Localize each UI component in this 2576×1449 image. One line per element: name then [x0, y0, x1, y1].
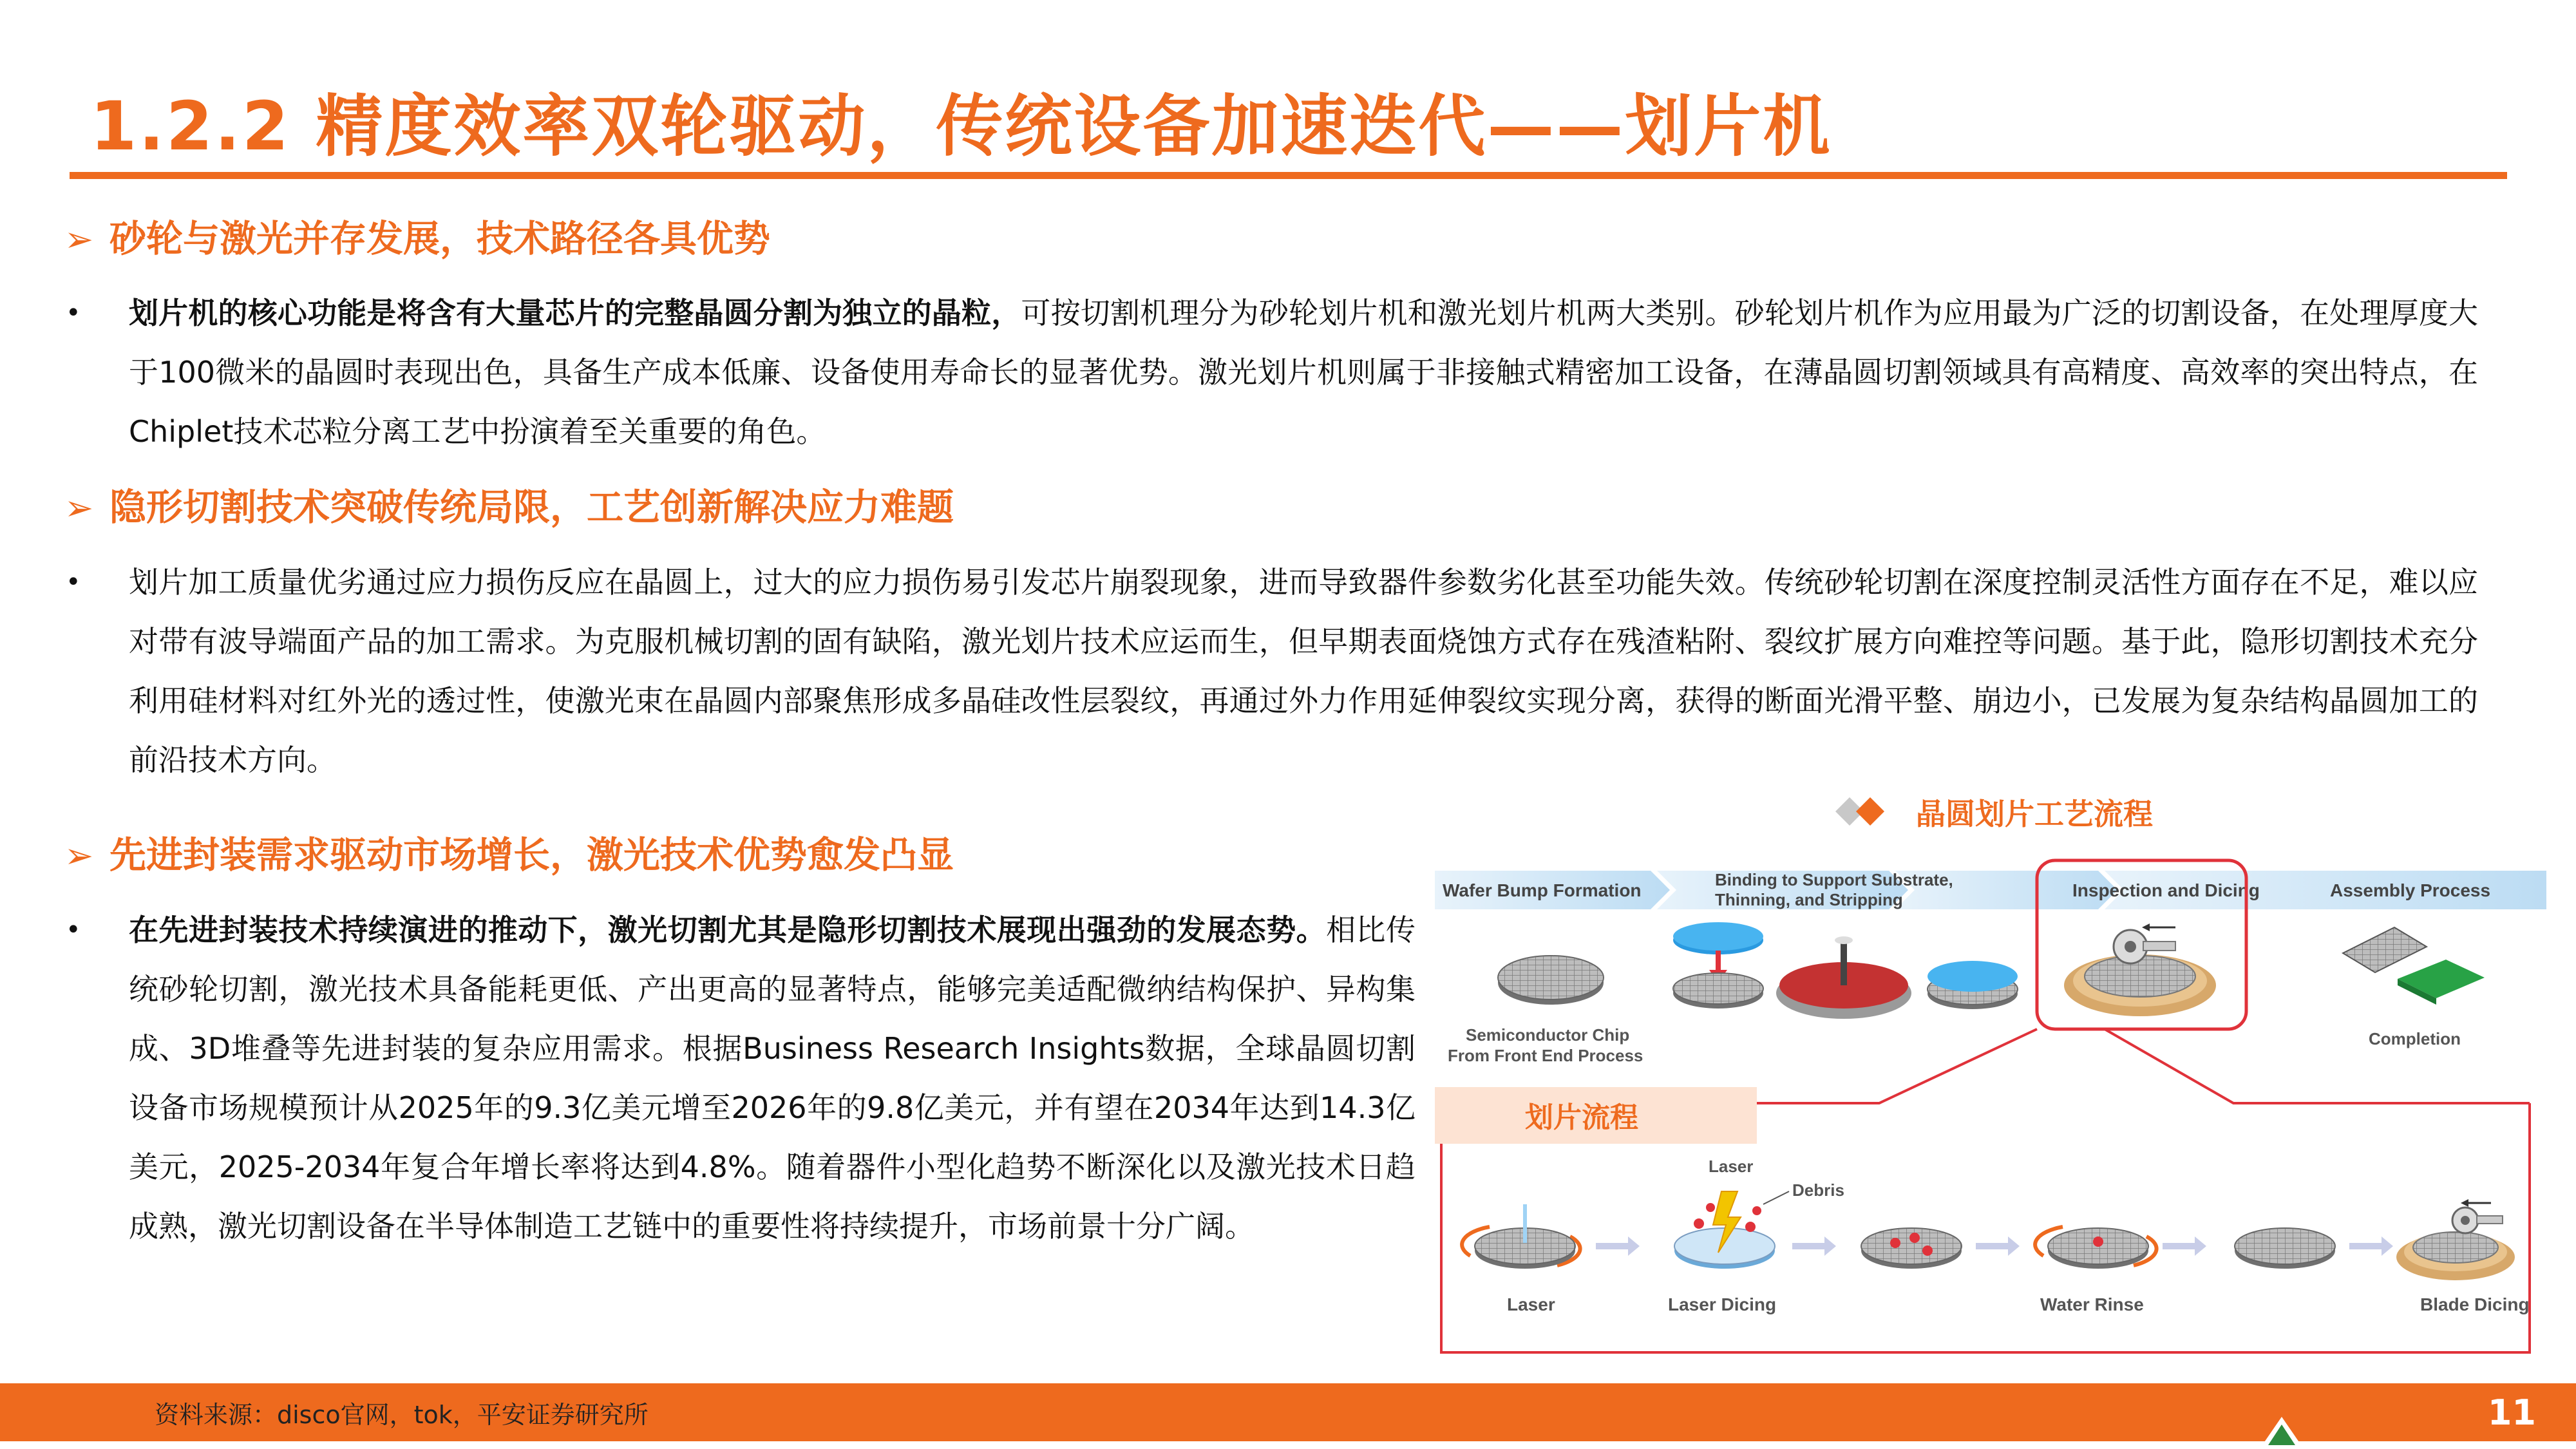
- figure-label: 晶圆划片工艺流程: [1916, 797, 2153, 831]
- section-heading-3: [64, 826, 954, 878]
- paragraph-lead: 划片机的核心功能是将含有大量芯片的完整晶圆分割为独立的晶粒，: [129, 296, 1021, 330]
- section-heading-1: [64, 209, 770, 262]
- arrow-bullet-icon: ➢: [64, 488, 94, 528]
- stage-label-4: Assembly Process: [2330, 880, 2491, 900]
- paragraph-body: 可按切割机理分为砂轮划片机和激光划片机两大类别。砂轮划片机作为应用最为广泛的切割设备，在处理厚度大于100微米的晶圆时表现出色，具备生产成本低廉、设备使用寿命长的显著优势。激光划片机则属于非接触式精密加工设备，在薄晶圆切割领域具有高精度、高效率的突出特点，在Chiplet技术芯粒分离工艺中扮演着至关重要的角色。: [129, 296, 2479, 449]
- paragraph-body: 相比传统砂轮切割，激光技术具备能耗更低、产出更高的显著特点，能够完美适配微纳结构保护、异构集成、3D堆叠等先进封装的复杂应用需求。根据Business Research Insights数据，全球晶圆切割设备市场规模预计从2025年的9.3亿美元增至2026年的9.8亿美元，并有望在2034年达到14.3亿美元，2025-2034年复合年增长率将达到4.8%。随着器件小型化趋势不断深化以及激光技术日趋成熟，激光切割设备在半导体制造工艺链中的重要性将持续提升，市场前景十分广阔。: [129, 913, 1416, 1244]
- stage-label-3: Inspection and Dicing: [2072, 880, 2260, 900]
- section-paragraph-2: [66, 553, 2478, 790]
- section-heading-text: 砂轮与激光并存发展，技术路径各具优势: [109, 218, 770, 260]
- flow-arrow-icon: [1976, 1236, 2020, 1256]
- section-paragraph-3: [66, 900, 1416, 1256]
- bullet-dot-icon: •: [66, 567, 81, 597]
- stage-label-1: Wafer Bump Formation: [1443, 880, 1642, 900]
- thinning-wafers-icon: [1673, 922, 2018, 1019]
- wafer-dicing-process-diagram: [1435, 857, 2546, 1363]
- laser-callout: Laser: [1709, 1157, 1754, 1176]
- stage-label-2: Binding to Support Substrate, Thinning, and Stripping: [1715, 870, 1953, 909]
- stage-caption-2: Completion: [2369, 1029, 2461, 1048]
- paragraph-lead: 在先进封装技术持续演进的推动下，激光切割尤其是隐形切割技术展现出强劲的发展态势。: [129, 913, 1327, 947]
- water-rinse-step-icon: [2035, 1227, 2156, 1269]
- blade-dicing-step-icon: [2396, 1199, 2515, 1280]
- section-heading-text: 隐形切割技术突破传统局限，工艺创新解决应力难题: [109, 486, 954, 529]
- arrow-bullet-icon: ➢: [64, 219, 94, 260]
- flow-arrow-icon: [2163, 1236, 2206, 1256]
- laser-dicing-step-icon: [1674, 1191, 1775, 1269]
- step-label-1: Laser: [1507, 1294, 1555, 1314]
- laser-step-icon: [1462, 1204, 1580, 1269]
- stage-caption-1: Semiconductor Chip From Front End Process: [1448, 1025, 1643, 1065]
- section-heading-2: [64, 478, 954, 531]
- arrow-bullet-icon: ➢: [64, 835, 94, 876]
- section-heading-text: 先进封装需求驱动市场增长，激光技术优势愈发凸显: [109, 834, 954, 876]
- section-paragraph-1: [66, 283, 2479, 461]
- flow-arrow-icon: [2349, 1236, 2393, 1256]
- flow-arrow-icon: [1596, 1236, 1640, 1256]
- title-divider: [70, 172, 2507, 179]
- footer-source: 资料来源：disco官网，tok，平安证券研究所: [155, 1401, 649, 1429]
- diamond-marker-icon: [1816, 792, 1906, 831]
- flow-arrow-icon: [1792, 1236, 1836, 1256]
- paragraph-body: 划片加工质量优劣通过应力损伤反应在晶圆上，过大的应力损伤易引发芯片崩裂现象，进而导致器件参数劣化甚至功能失效。传统砂轮切割在深度控制灵活性方面存在不足，难以应对带有波导端面产品的加工需求。为克服机械切割的固有缺陷，激光划片技术应运而生，但早期表面烧蚀方式存在残渣粘附、裂纹扩展方向难控等问题。基于此，隐形切割技术充分利用硅材料对红外光的透过性，使激光束在晶圆内部聚焦形成多晶硅改性层裂纹，再通过外力作用延伸裂纹实现分离，获得的断面光滑平整、崩边小，已发展为复杂结构晶圆加工的前沿技术方向。: [129, 565, 2478, 777]
- step-label-3: Water Rinse: [2040, 1294, 2144, 1314]
- step-label-4: Blade Dicing: [2420, 1294, 2530, 1314]
- wafer-icon: [1498, 956, 1604, 1005]
- debris-wafer-icon: [1861, 1228, 1962, 1269]
- page-number: 11: [2487, 1392, 2536, 1433]
- brand-logo-icon: [2259, 1416, 2304, 1449]
- grid-wafer-icon: [2235, 1228, 2335, 1269]
- bullet-dot-icon: •: [66, 298, 81, 328]
- debris-callout: Debris: [1792, 1180, 1844, 1200]
- dicing-stage-icon: [2064, 923, 2216, 1016]
- page-title: 1.2.2 精度效率双轮驱动，传统设备加速迭代——划片机: [90, 87, 1832, 166]
- completion-chips-icon: [2343, 927, 2485, 1005]
- sub-label: 划片流程: [1525, 1101, 1638, 1134]
- bullet-dot-icon: •: [66, 915, 81, 945]
- zoom-connector: [1441, 1029, 2530, 1352]
- step-label-2: Laser Dicing: [1668, 1294, 1777, 1314]
